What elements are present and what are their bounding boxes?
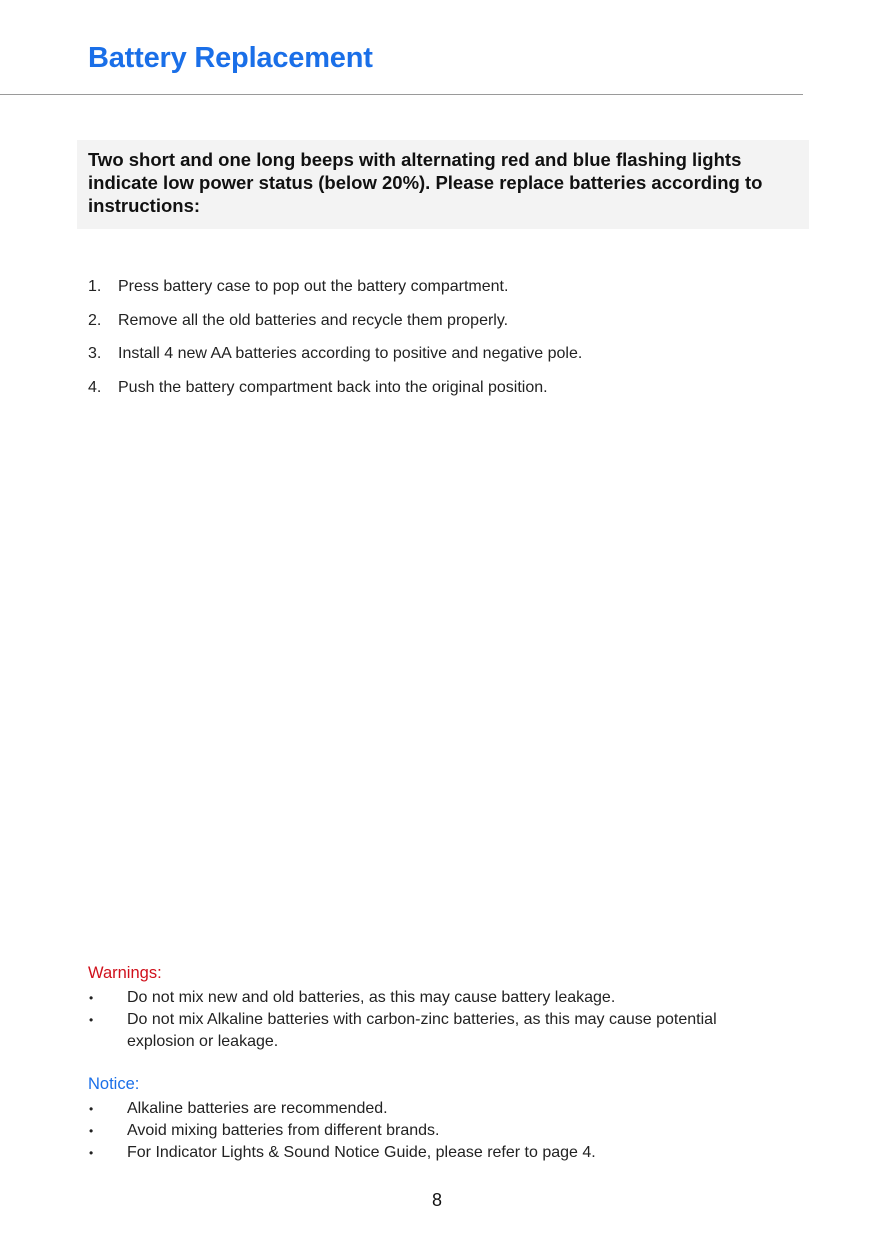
bullet-icon: • [89,1124,94,1138]
list-item [88,1009,778,1053]
notice-text: Avoid mixing batteries from different brands. [127,1122,440,1139]
step-number: 3. [88,345,102,363]
step-number: 2. [88,311,102,329]
bullet-icon: • [89,991,94,1005]
step-item [88,312,582,346]
notice-text: For Indicator Lights & Sound Notice Guide, please refer to page 4. [127,1144,596,1161]
warnings-label: Warnings: [88,964,162,982]
warning-text: Do not mix Alkaline batteries with carbon-zinc batteries, as this may cause potential explosion or leakage. [127,1011,717,1050]
list-item [88,1120,778,1142]
list-item [88,987,778,1009]
step-item [88,379,582,413]
step-text: Install 4 new AA batteries according to positive and negative pole. [118,345,583,363]
step-text: Push the battery compartment back into the original position. [118,379,548,397]
intro-text: Two short and one long beeps with alternating red and blue flashing lights indicate low power status (below 20%). Please replace batteries according to instructions: [88,149,763,216]
bullet-icon: • [89,1102,94,1116]
step-item [88,345,582,379]
warning-text: Do not mix new and old batteries, as this may cause battery leakage. [127,989,616,1006]
step-text: Remove all the old batteries and recycle them properly. [118,311,509,329]
list-item [88,1142,778,1164]
notice-text: Alkaline batteries are recommended. [127,1100,388,1117]
step-text: Press battery case to pop out the battery compartment. [118,278,509,295]
notice-list [88,1098,778,1164]
page-number: 8 [431,1190,442,1210]
list-item [88,1098,778,1120]
page-title: Battery Replacement [88,42,373,74]
step-number: 1. [88,278,102,295]
intro-callout [77,140,809,229]
step-number: 4. [88,379,102,397]
bullet-icon: • [89,1146,94,1160]
warnings-list [88,987,778,1053]
instruction-steps [88,278,582,413]
bullet-icon: • [89,1013,94,1027]
header-divider [0,94,803,95]
notice-label: Notice: [88,1075,140,1093]
step-item [88,278,582,312]
